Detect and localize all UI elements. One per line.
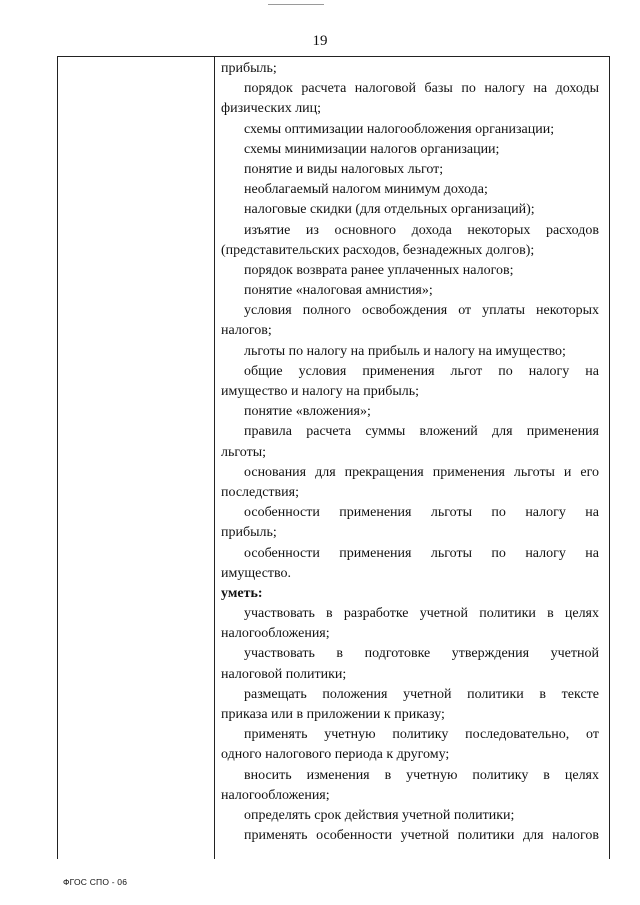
text-line: применять особенности учетной политики для налогов: [244, 828, 599, 844]
page-number: 19: [312, 33, 328, 49]
text-line: понятие «вложения»;: [244, 404, 371, 420]
text-line: вносить изменения в учетную политику в целях: [244, 767, 599, 783]
text-line: применять учетную политику последовательно, от: [244, 727, 599, 743]
table-content-cell: [221, 59, 599, 846]
text-line: участвовать в разработке учетной политики в целях: [244, 606, 599, 622]
text-line: одного налогового периода к другому;: [221, 747, 450, 763]
table-column-divider: [214, 57, 215, 859]
text-line: понятие и виды налоговых льгот;: [244, 161, 444, 177]
text-line: налогообложения;: [221, 626, 330, 642]
text-line: общие условия применения льгот по налогу на: [244, 363, 599, 379]
text-line: порядок расчета налоговой базы по налогу на доходы: [244, 81, 599, 97]
text-line: льготы;: [221, 444, 266, 460]
text-line: последствия;: [221, 484, 299, 500]
text-line: размещать положения учетной политики в тексте: [244, 686, 599, 702]
text-line: налоговой политики;: [221, 666, 347, 682]
text-line: особенности применения льготы по налогу на: [244, 505, 599, 521]
text-line: прибыль;: [221, 525, 277, 541]
text-line: налоговые скидки (для отдельных организаций);: [244, 202, 535, 218]
text-line: физических лиц;: [221, 101, 322, 117]
text-line: схемы минимизации налогов организации;: [244, 141, 500, 157]
text-line: определять срок действия учетной политики;: [244, 807, 515, 823]
text-line: прибыль;: [221, 61, 277, 76]
text-line: налогообложения;: [221, 787, 330, 803]
footer-code: ФГОС СПО - 06: [63, 877, 128, 887]
text-line: изъятие из основного дохода некоторых расходов: [244, 222, 599, 238]
text-line: понятие «налоговая амнистия»;: [244, 283, 433, 299]
text-line: имущество и налогу на прибыль;: [221, 384, 420, 399]
text-line: основания для прекращения применения льготы и его: [244, 464, 599, 480]
text-line: (представительских расходов, безнадежных долгов);: [221, 242, 535, 258]
text-line: условия полного освобождения от уплаты некоторых: [244, 303, 599, 319]
section-heading: уметь:: [221, 585, 263, 601]
text-line: имущество.: [221, 565, 292, 581]
top-rule: [268, 4, 324, 5]
text-line: особенности применения льготы по налогу на: [244, 545, 599, 561]
text-line: схемы оптимизации налогообложения организации;: [244, 121, 555, 137]
text-line: необлагаемый налогом минимум дохода;: [244, 182, 488, 198]
text-line: приказа или в приложении к приказу;: [221, 707, 445, 722]
text-line: порядок возврата ранее уплаченных налогов;: [244, 262, 514, 278]
text-line: участвовать в подготовке утверждения учетной: [244, 646, 599, 662]
text-line: правила расчета суммы вложений для применения: [244, 424, 599, 440]
text-line: налогов;: [221, 323, 272, 339]
text-line: льготы по налогу на прибыль и налогу на имущество;: [244, 343, 566, 359]
